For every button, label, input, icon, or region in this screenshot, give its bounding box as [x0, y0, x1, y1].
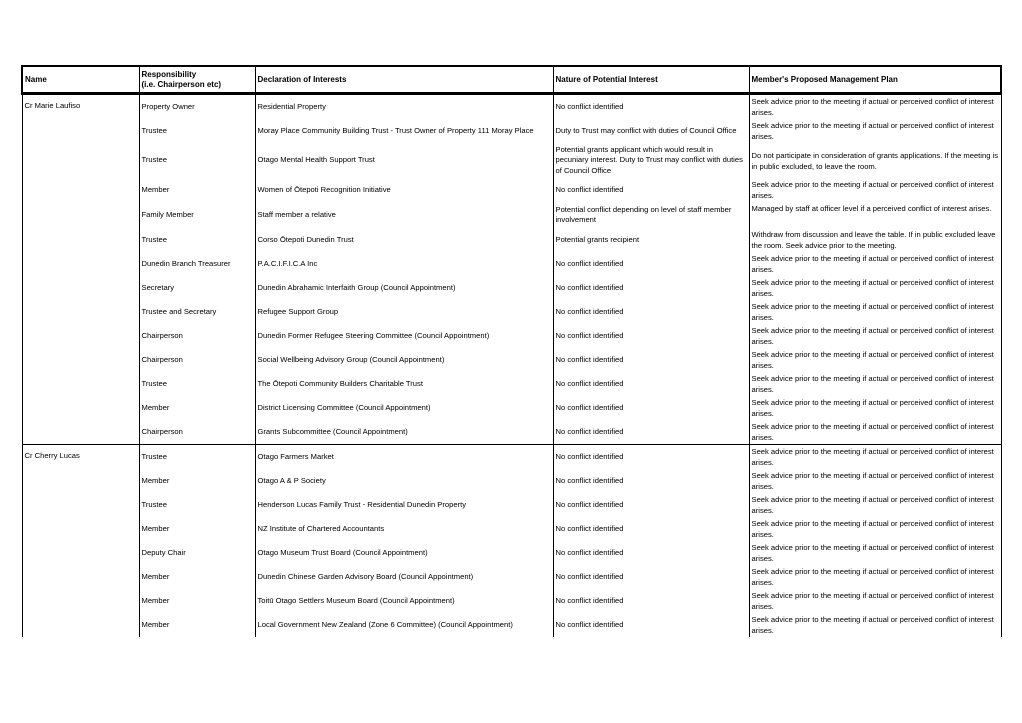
cell-responsibility: Trustee: [139, 445, 255, 470]
cell-nature: No conflict identified: [553, 276, 749, 300]
cell-responsibility: Trustee: [139, 119, 255, 143]
header-nature: Nature of Potential Interest: [553, 66, 749, 94]
cell-nature: No conflict identified: [553, 565, 749, 589]
table-row: [22, 565, 1001, 589]
cell-plan: Withdraw from discussion and leave the table. If in public excluded leave the room. Seek advice prior to the meeting.: [749, 228, 1001, 252]
cell-plan: Seek advice prior to the meeting if actual or perceived conflict of interest arises.: [749, 420, 1001, 445]
table-row: [22, 493, 1001, 517]
cell-plan: Seek advice prior to the meeting if actual or perceived conflict of interest arises.: [749, 541, 1001, 565]
cell-declaration: Otago Farmers Market: [255, 445, 553, 470]
cell-nature: No conflict identified: [553, 420, 749, 445]
cell-responsibility: Secretary: [139, 276, 255, 300]
cell-declaration: Social Wellbeing Advisory Group (Council Appointment): [255, 348, 553, 372]
cell-responsibility: Chairperson: [139, 324, 255, 348]
cell-nature: No conflict identified: [553, 300, 749, 324]
cell-declaration: Dunedin Abrahamic Interfaith Group (Council Appointment): [255, 276, 553, 300]
cell-plan: Do not participate in consideration of grants applications. If the meeting is in public excluded, to leave the room.: [749, 143, 1001, 178]
cell-responsibility: Trustee: [139, 372, 255, 396]
cell-nature: No conflict identified: [553, 178, 749, 202]
header-responsibility-line2: (i.e. Chairperson etc): [141, 79, 222, 89]
cell-nature: No conflict identified: [553, 324, 749, 348]
table-row: [22, 300, 1001, 324]
cell-declaration: Women of Ōtepoti Recognition Initiative: [255, 178, 553, 202]
header-responsibility-line1: Responsibility: [141, 69, 197, 79]
cell-declaration: Otago Mental Health Support Trust: [255, 143, 553, 178]
cell-plan: Seek advice prior to the meeting if actual or perceived conflict of interest arises.: [749, 589, 1001, 613]
member-name: Cr Cherry Lucas: [22, 445, 139, 638]
cell-nature: No conflict identified: [553, 541, 749, 565]
cell-plan: Seek advice prior to the meeting if actual or perceived conflict of interest arises.: [749, 252, 1001, 276]
register-body: [22, 94, 1001, 638]
cell-declaration: Local Government New Zealand (Zone 6 Committee) (Council Appointment): [255, 613, 553, 637]
cell-nature: No conflict identified: [553, 493, 749, 517]
cell-nature: Potential grants recipient: [553, 228, 749, 252]
cell-declaration: Henderson Lucas Family Trust - Residential Dunedin Property: [255, 493, 553, 517]
table-row: [22, 228, 1001, 252]
table-row: [22, 324, 1001, 348]
header-declaration: Declaration of Interests: [255, 66, 553, 94]
cell-plan: Seek advice prior to the meeting if actual or perceived conflict of interest arises.: [749, 445, 1001, 470]
cell-responsibility: Trustee: [139, 493, 255, 517]
cell-declaration: Refugee Support Group: [255, 300, 553, 324]
cell-declaration: Toitū Otago Settlers Museum Board (Council Appointment): [255, 589, 553, 613]
cell-nature: No conflict identified: [553, 613, 749, 637]
cell-responsibility: Member: [139, 178, 255, 202]
cell-declaration: Dunedin Chinese Garden Advisory Board (Council Appointment): [255, 565, 553, 589]
interests-register-table: [21, 65, 1002, 637]
cell-declaration: Otago A & P Society: [255, 469, 553, 493]
table-row: [22, 420, 1001, 445]
table-row: [22, 178, 1001, 202]
cell-nature: No conflict identified: [553, 589, 749, 613]
table-row: [22, 613, 1001, 637]
cell-nature: No conflict identified: [553, 396, 749, 420]
cell-plan: Seek advice prior to the meeting if actual or perceived conflict of interest arises.: [749, 178, 1001, 202]
cell-plan: Managed by staff at officer level if a perceived conflict of interest arises.: [749, 202, 1001, 228]
register-page: [21, 65, 1000, 637]
header-name: Name: [22, 66, 139, 94]
cell-plan: Seek advice prior to the meeting if actual or perceived conflict of interest arises.: [749, 396, 1001, 420]
cell-responsibility: Member: [139, 469, 255, 493]
cell-responsibility: Trustee: [139, 143, 255, 178]
cell-responsibility: Chairperson: [139, 348, 255, 372]
cell-plan: Seek advice prior to the meeting if actual or perceived conflict of interest arises.: [749, 469, 1001, 493]
cell-responsibility: Property Owner: [139, 94, 255, 120]
table-row: [22, 541, 1001, 565]
cell-nature: Duty to Trust may conflict with duties of Council Office: [553, 119, 749, 143]
cell-responsibility: Member: [139, 613, 255, 637]
cell-nature: No conflict identified: [553, 348, 749, 372]
cell-nature: No conflict identified: [553, 94, 749, 120]
cell-responsibility: Chairperson: [139, 420, 255, 445]
cell-declaration: Grants Subcommittee (Council Appointment): [255, 420, 553, 445]
cell-responsibility: Family Member: [139, 202, 255, 228]
cell-responsibility: Member: [139, 396, 255, 420]
table-row: [22, 589, 1001, 613]
cell-responsibility: Dunedin Branch Treasurer: [139, 252, 255, 276]
cell-plan: Seek advice prior to the meeting if actual or perceived conflict of interest arises.: [749, 372, 1001, 396]
cell-declaration: District Licensing Committee (Council Appointment): [255, 396, 553, 420]
cell-plan: Seek advice prior to the meeting if actual or perceived conflict of interest arises.: [749, 348, 1001, 372]
table-row: [22, 94, 1001, 120]
table-row: [22, 252, 1001, 276]
member-name: Cr Marie Laufiso: [22, 94, 139, 445]
cell-nature: No conflict identified: [553, 252, 749, 276]
cell-plan: Seek advice prior to the meeting if actual or perceived conflict of interest arises.: [749, 94, 1001, 120]
cell-plan: Seek advice prior to the meeting if actual or perceived conflict of interest arises.: [749, 276, 1001, 300]
cell-plan: Seek advice prior to the meeting if actual or perceived conflict of interest arises.: [749, 613, 1001, 637]
table-row: [22, 517, 1001, 541]
cell-responsibility: Member: [139, 589, 255, 613]
header-responsibility: [139, 66, 255, 94]
cell-responsibility: Trustee and Secretary: [139, 300, 255, 324]
cell-nature: No conflict identified: [553, 469, 749, 493]
cell-nature: Potential conflict depending on level of staff member involvement: [553, 202, 749, 228]
cell-nature: No conflict identified: [553, 372, 749, 396]
cell-nature: Potential grants applicant which would result in pecuniary interest. Duty to Trust may conflict with duties of Council Office: [553, 143, 749, 178]
cell-declaration: Moray Place Community Building Trust - Trust Owner of Property 111 Moray Place: [255, 119, 553, 143]
cell-plan: Seek advice prior to the meeting if actual or perceived conflict of interest arises.: [749, 324, 1001, 348]
cell-responsibility: Deputy Chair: [139, 541, 255, 565]
cell-declaration: NZ Institute of Chartered Accountants: [255, 517, 553, 541]
table-row: [22, 469, 1001, 493]
cell-plan: Seek advice prior to the meeting if actual or perceived conflict of interest arises.: [749, 517, 1001, 541]
cell-declaration: Dunedin Former Refugee Steering Committee (Council Appointment): [255, 324, 553, 348]
cell-plan: Seek advice prior to the meeting if actual or perceived conflict of interest arises.: [749, 300, 1001, 324]
cell-declaration: Corso Ōtepoti Dunedin Trust: [255, 228, 553, 252]
cell-nature: No conflict identified: [553, 445, 749, 470]
cell-declaration: Residential Property: [255, 94, 553, 120]
table-row: [22, 396, 1001, 420]
header-row: [22, 66, 1001, 94]
cell-declaration: The Ōtepoti Community Builders Charitable Trust: [255, 372, 553, 396]
table-row: [22, 202, 1001, 228]
cell-declaration: Staff member a relative: [255, 202, 553, 228]
cell-responsibility: Trustee: [139, 228, 255, 252]
cell-declaration: Otago Museum Trust Board (Council Appointment): [255, 541, 553, 565]
cell-declaration: P.A.C.I.F.I.C.A Inc: [255, 252, 553, 276]
table-row: [22, 348, 1001, 372]
cell-plan: Seek advice prior to the meeting if actual or perceived conflict of interest arises.: [749, 493, 1001, 517]
cell-plan: Seek advice prior to the meeting if actual or perceived conflict of interest arises.: [749, 565, 1001, 589]
header-plan: Member's Proposed Management Plan: [749, 66, 1001, 94]
cell-nature: No conflict identified: [553, 517, 749, 541]
cell-responsibility: Member: [139, 565, 255, 589]
table-row: [22, 119, 1001, 143]
table-row: [22, 445, 1001, 470]
cell-responsibility: Member: [139, 517, 255, 541]
cell-plan: Seek advice prior to the meeting if actual or perceived conflict of interest arises.: [749, 119, 1001, 143]
table-row: [22, 276, 1001, 300]
table-row: [22, 372, 1001, 396]
table-row: [22, 143, 1001, 178]
